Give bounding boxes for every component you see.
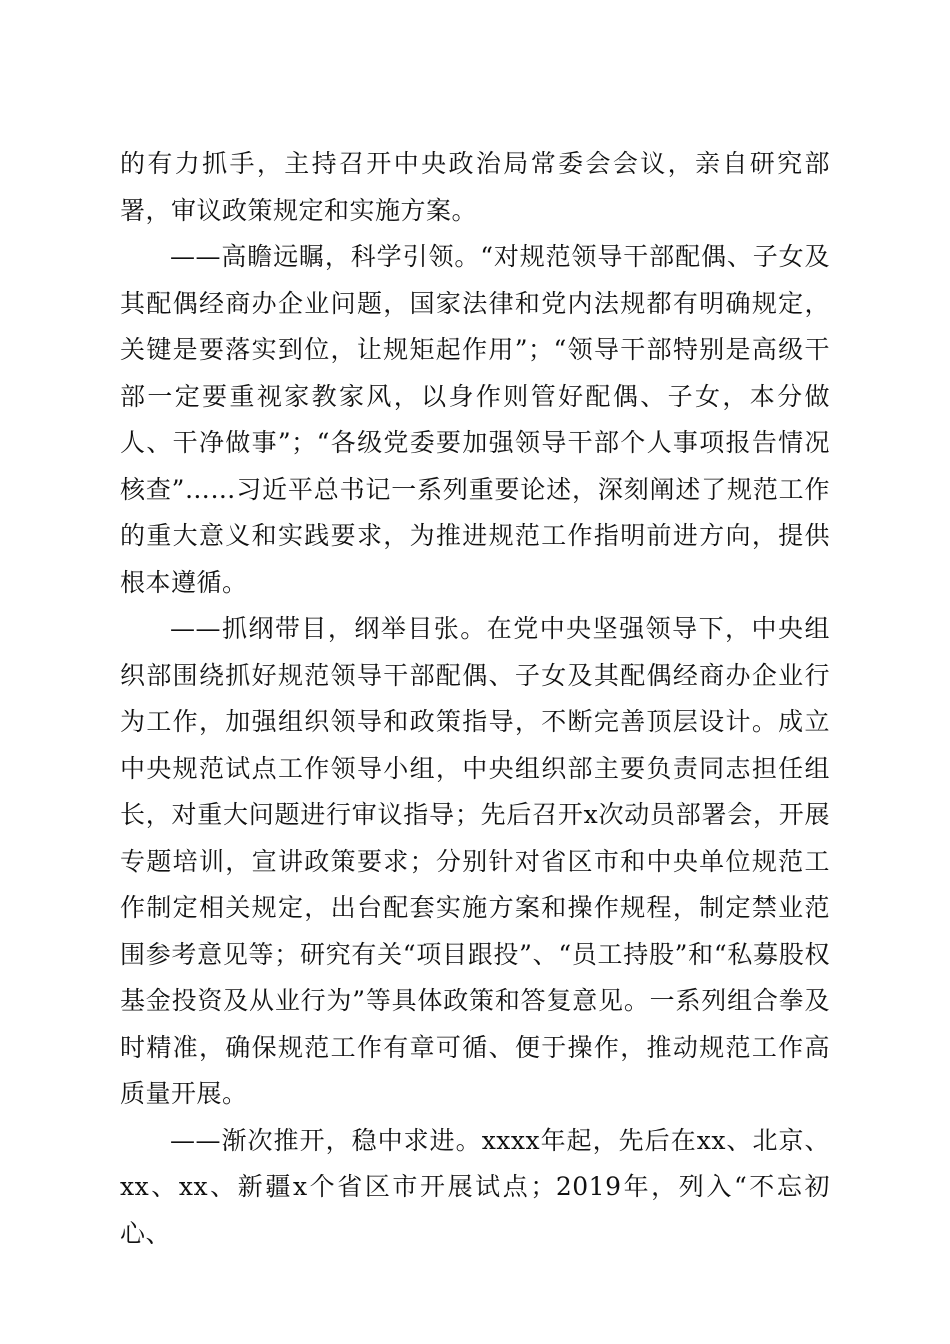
paragraph-2: ——高瞻远瞩，科学引领。“对规范领导干部配偶、子女及其配偶经商办企业问题，国家法律和党内法规都有明确规定，关键是要落实到位，让规矩起作用”；“领导干部特别是高级干部一定要重视家教家风，以身作则管好配偶、子女，本分做人、干净做事”；“各级党委要加强领导干部个人事项报告情况核查”……习近平总书记一系列重要论述，深刻阐述了规范工作的重大意义和实践要求，为推进规范工作指明前进方向，提供根本遵循。 (120, 242, 830, 597)
paragraph-4: ——渐次推开，稳中求进。xxxx年起，先后在xx、北京、xx、xx、新疆x个省区市开展试点；2019年，列入“不忘初心、 (120, 1125, 830, 1248)
paragraph-3: ——抓纲带目，纲举目张。在党中央坚强领导下，中央组织部围绕抓好规范领导干部配偶、子女及其配偶经商办企业行为工作，加强组织领导和政策指导，不断完善顶层设计。成立中央规范试点工作领导小组，中央组织部主要负责同志担任组长，对重大问题进行审议指导；先后召开x次动员部署会，开展专题培训，宣讲政策要求；分别针对省区市和中央单位规范工作制定相关规定，出台配套实施方案和操作规程，制定禁业范围参考意见等；研究有关“项目跟投”、“员工持股”和“私募股权基金投资及从业行为”等具体政策和答复意见。一系列组合拳及时精准，确保规范工作有章可循、便于操作，推动规范工作高质量开展。 (120, 614, 830, 1108)
document-body (120, 141, 830, 1257)
paragraph-1: 的有力抓手，主持召开中央政治局常委会会议，亲自研究部署，审议政策规定和实施方案。 (120, 149, 830, 225)
